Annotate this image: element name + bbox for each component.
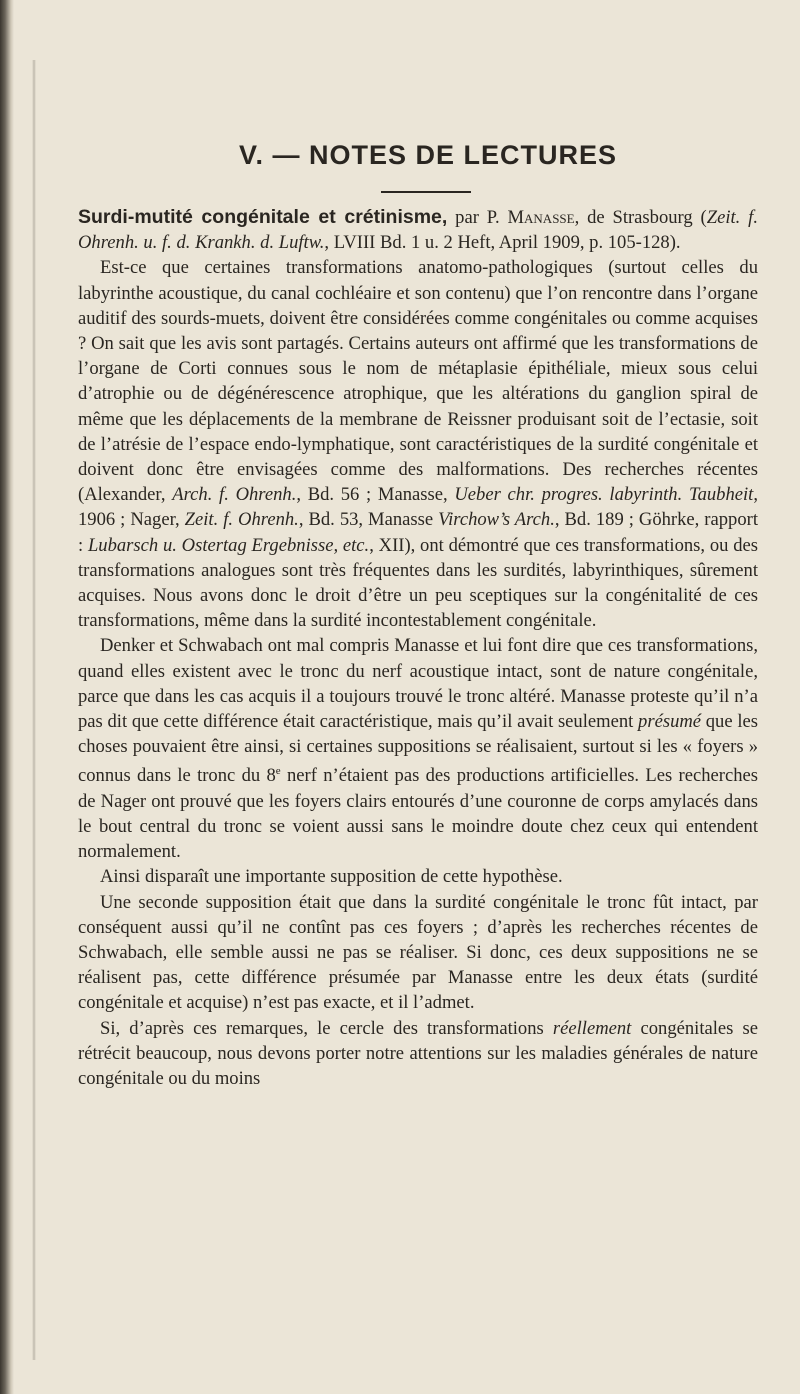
author-name: Manasse (507, 207, 575, 228)
paragraph-5: Si, d’après ces remarques, le cercle des transformations réellement congénitales se rétrécit beaucoup, nous devons porter notre attentions sur les maladies générales de nature congénitale ou du moins (78, 1017, 759, 1090)
article-citation: Surdi-mutité congénitale et crétinisme, par P. Manasse, de Strasbourg (Zeit. f. Ohrenh. u. f. d. Krankh. d. Luftw., LVIII Bd. 1 u. 2 Heft, April 1909, p. 105-128). (78, 206, 758, 254)
paragraph-1: Est-ce que certaines transformations anatomo-pathologiques (surtout celles du labyrinthe acoustique, du canal cochléaire et son contenu) que l’on rencontre dans l’organe auditif des sourds-muets, doivent être considérées comme congénitales ou comme acquises ? On sait que les avis sont partagés. Certains auteurs ont affirmé que les transformations de l’organe de Corti connues sous le nom de métaplasie épithéliale, mieux sous celui d’atrophie ou de dégénérescence atrophique, que les altérations du ganglion spiral de même que les déplacements de la membrane de Reissner produisant soit de l’ectasie, soit de l’atrésie de l’espace endo-lymphatique, sont caractéristiques de la surdité congénitale et doivent donc être envisagées comme des malformations. Des recherches récentes (Alexander, Arch. f. Ohrenh., Bd. 56 ; Manasse, Ueber chr. progres. labyrinth. Taubheit, 1906 ; Nager, Zeit. f. Ohrenh., Bd. 53, Manasse Virchow’s Arch., Bd. 189 ; Göhrke, rapport : Lubarsch u. Ostertag Ergebnisse, etc., XII), ont démontré que ces transformations, ou des transformations analogues sont très fréquentes dans les surdités, labyrinthiques, sûrement acquises. Nous avons donc le droit d’être un peu sceptiques sur la congénitalité de ces transformations, même dans la surdité incontestablement congénitale. (78, 257, 759, 632)
paragraph-2: Denker et Schwabach ont mal compris Manasse et lui font dire que ces transformations, quand elles existent avec le tronc du nerf acoustique intact, sont de nature congénitale, parce que dans les cas acquis il a toujours trouvé le tronc altéré. Manasse proteste qu’il n’a pas dit que cette différence était caractéristique, mais qu’il avait seulement présumé que les choses pouvaient être ainsi, si certaines suppositions se réalisaient, surtout si les « foyers » connus dans le tronc du 8e nerf n’étaient pas des productions artificielles. Les recherches de Nager ont prouvé que les foyers clairs entourés d’une couronne de corps amylacés dans le bout central du tronc se voient aussi sans le moindre doute chez ceux qui entendent normalement. (78, 635, 759, 863)
paragraph-4: Une seconde supposition était que dans la surdité congénitale le tronc fût intact, par conséquent aussi qu’il ne contînt pas ces foyers ; d’après les recherches récentes de Schwabach, elle semble aussi ne pas se réaliser. Si donc, ces deux suppositions ne se réalisent pas, cette différence présumée par Manasse entre les deux états (surdité congénitale et acquise) n’est pas exacte, et il l’admet. (78, 891, 758, 1014)
title-rule (381, 191, 471, 193)
article-title: Surdi-mutité congénitale et crétinisme, (78, 206, 448, 228)
paragraph-3: Ainsi disparaît une importante supposition de cette hypothèse. (100, 866, 563, 888)
scan-binding-edge (0, 0, 14, 1394)
scan-shadow (32, 60, 36, 1360)
document-page (78, 140, 758, 1091)
journal-name: Zeit. f. Ohrenh. u. f. d. Krankh. d. Luftw. (78, 207, 758, 254)
section-title: V. — NOTES DE LECTURES (238, 140, 618, 170)
